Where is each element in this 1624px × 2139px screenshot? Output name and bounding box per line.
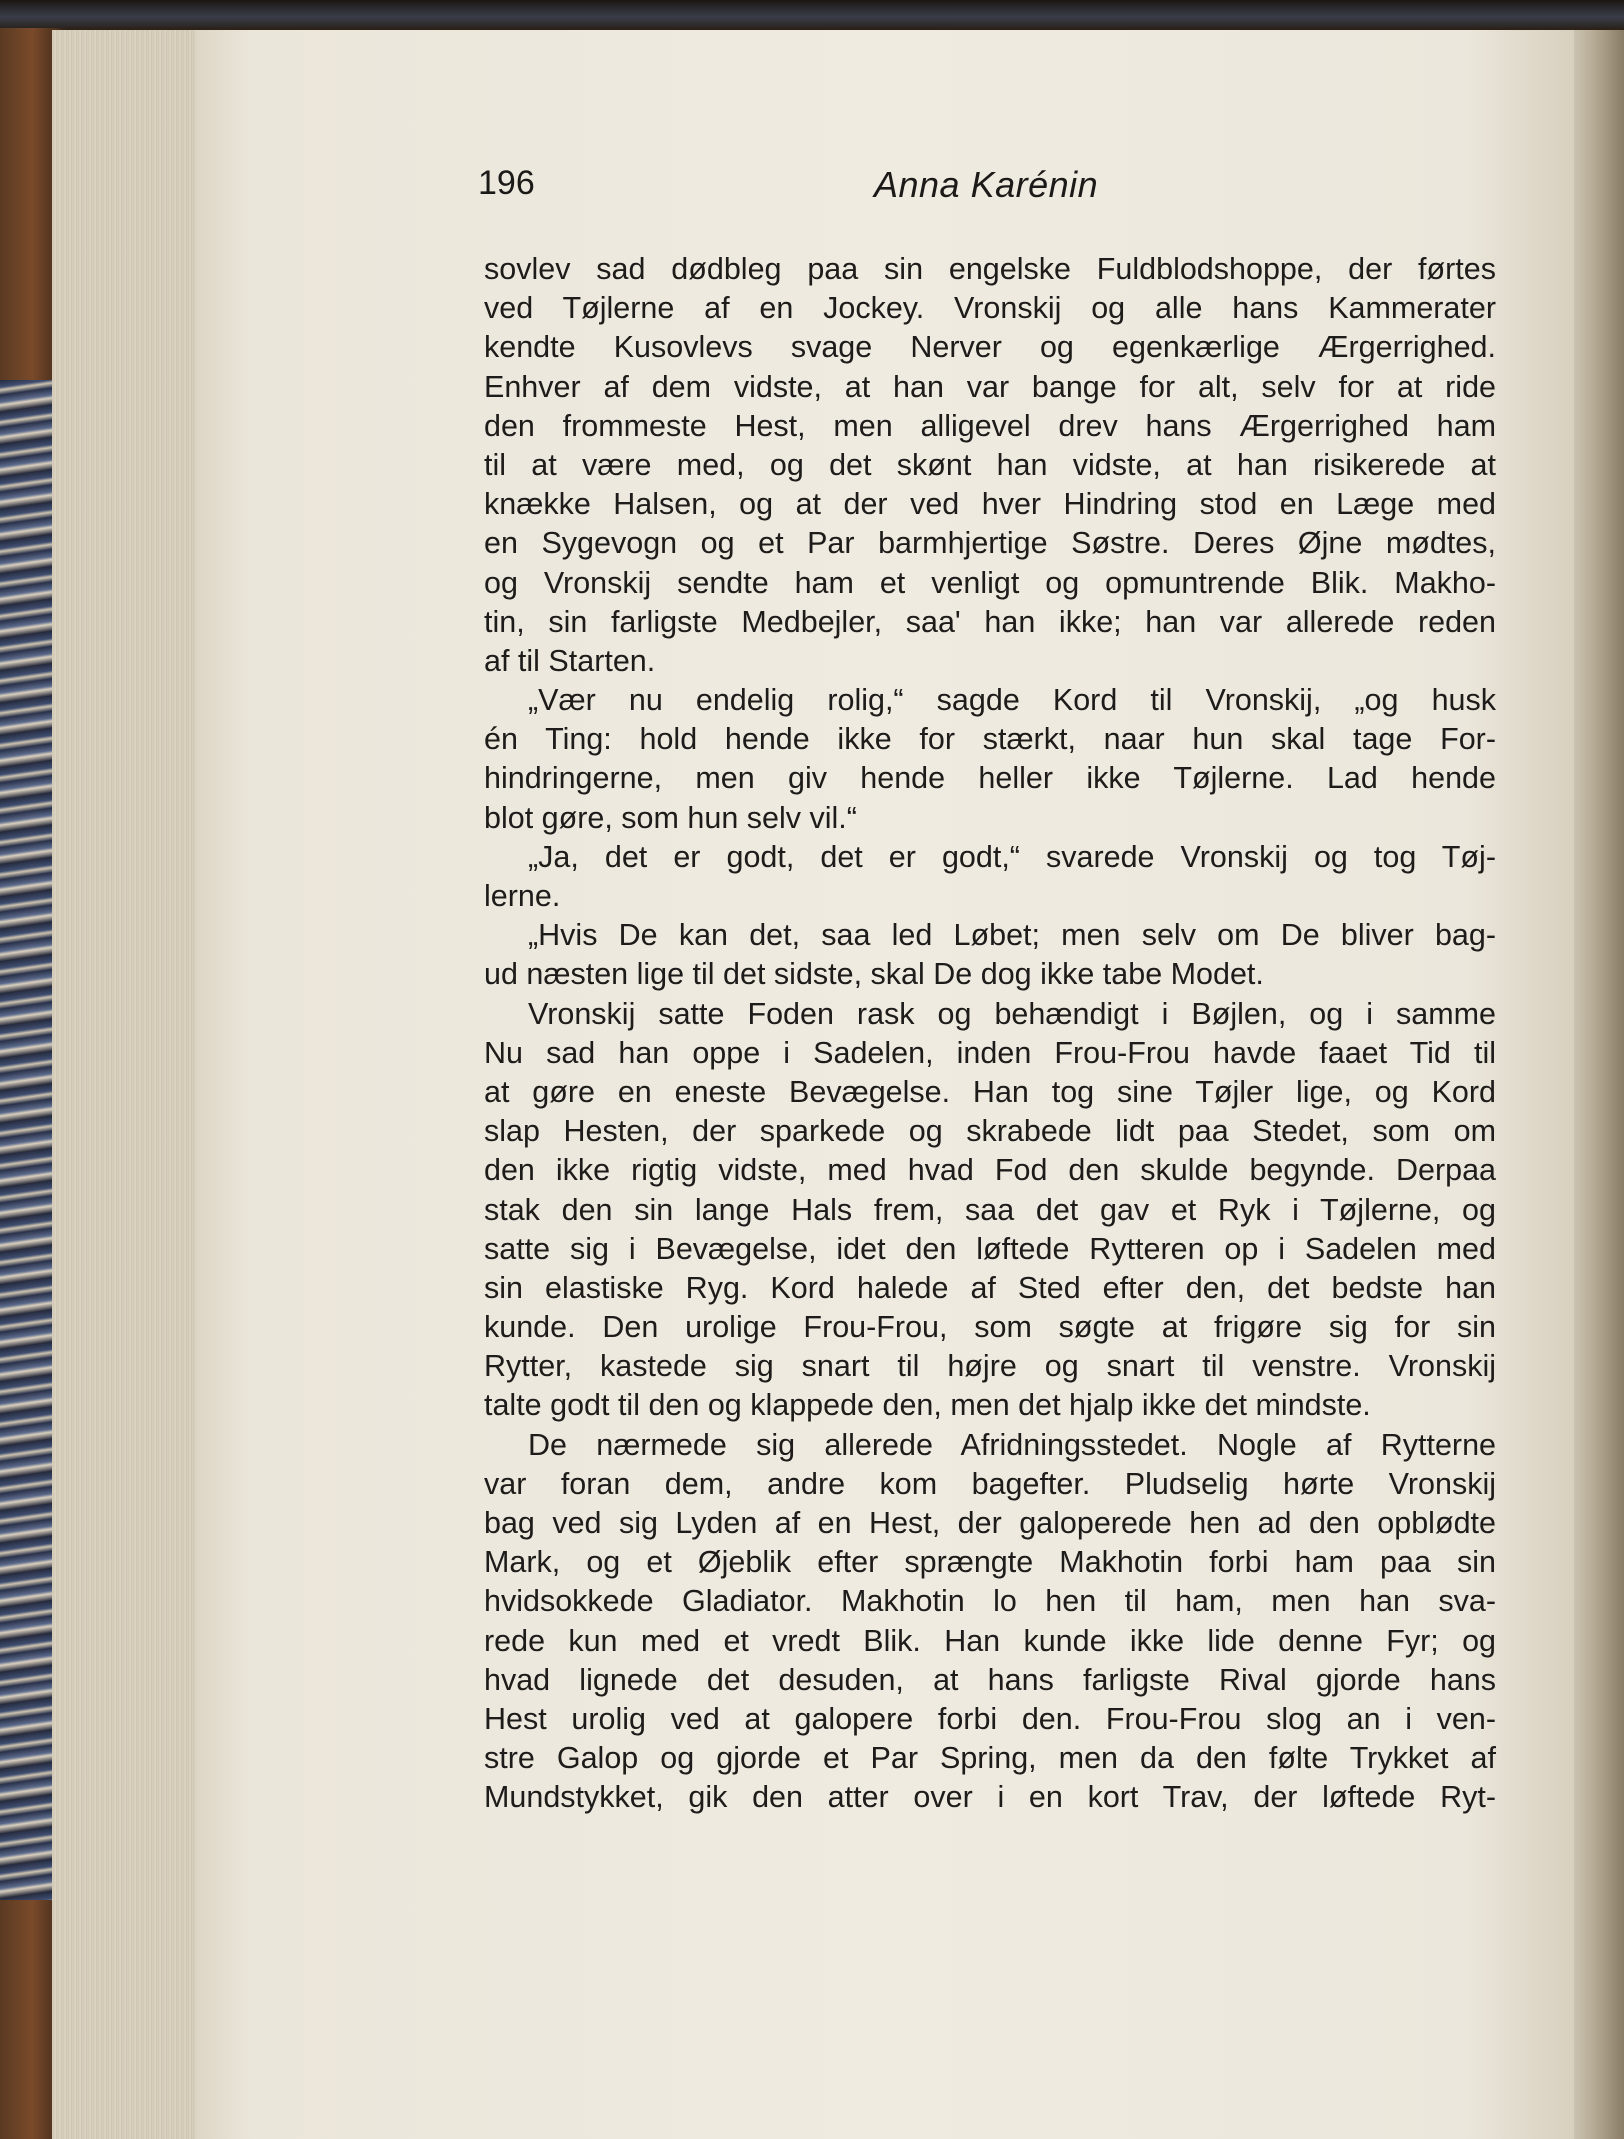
text-line: at gøre en eneste Bevægelse. Han tog sine Tøjler lige, og Kord	[484, 1074, 1496, 1109]
text-line: satte sig i Bevægelse, idet den løftede Rytteren op i Sadelen med	[484, 1231, 1496, 1266]
text-line: af til Starten.	[484, 643, 656, 678]
text-line: stre Galop og gjorde et Par Spring, men da den følte Trykket af	[484, 1741, 1496, 1776]
text-line: Mundstykket, gik den atter over i en kort Trav, der løftede Ryt-	[484, 1780, 1496, 1815]
text-line: „Vær nu endelig rolig,“ sagde Kord til Vronskij, „og husk	[528, 683, 1496, 718]
page-gutter	[1574, 30, 1624, 2139]
text-line: slap Hesten, der sparkede og skrabede lidt paa Stedet, som om	[484, 1114, 1496, 1149]
text-line: „Hvis De kan det, saa led Løbet; men selv om De bliver bag-	[528, 918, 1496, 953]
text-line: hvidsokkede Gladiator. Makhotin lo hen til ham, men han sva-	[484, 1584, 1496, 1619]
text-line: kunde. Den urolige Frou-Frou, som søgte at frigøre sig for sin	[484, 1310, 1496, 1345]
text-line: ved Tøjlerne af en Jockey. Vronskij og alle hans Kammerater	[484, 291, 1496, 326]
text-line: knække Halsen, og at der ved hver Hindring stod en Læge med	[484, 487, 1496, 522]
text-line: stak den sin lange Hals frem, saa det gav et Ryk i Tøjlerne, og	[484, 1192, 1496, 1227]
page-number: 196	[478, 164, 535, 202]
page-header	[478, 164, 1496, 214]
body-text	[484, 250, 1496, 1818]
text-line: til at være med, og det skønt han vidste, at han risikerede at	[484, 447, 1496, 482]
text-line: rede kun med et vredt Blik. Han kunde ikke lide denne Fyr; og	[484, 1623, 1496, 1658]
text-line: var foran dem, andre kom bagefter. Pludselig hørte Vronskij	[484, 1466, 1496, 1501]
text-line: talte godt til den og klappede den, men det hjalp ikke det mindste.	[484, 1388, 1371, 1423]
book-top-edge	[0, 0, 1624, 28]
text-line: Nu sad han oppe i Sadelen, inden Frou-Frou havde faaet Tid til	[484, 1035, 1496, 1070]
text-line: og Vronskij sendte ham et venligt og opmuntrende Blik. Makho-	[484, 565, 1496, 600]
text-line: kendte Kusovlevs svage Nerver og egenkærlige Ærgerrighed.	[484, 330, 1496, 365]
text-line: bag ved sig Lyden af en Hest, der galoperede hen ad den opblødte	[484, 1506, 1496, 1540]
text-line: Vronskij satte Foden rask og behændigt i Bøjlen, og i samme	[528, 996, 1496, 1031]
text-line: én Ting: hold hende ikke for stærkt, naar hun skal tage For-	[484, 722, 1496, 757]
text-line: sovlev sad dødbleg paa sin engelske Fuldblodshoppe, der førtes	[484, 252, 1496, 286]
text-line: hvad lignede det desuden, at hans farligste Rival gjorde hans	[484, 1662, 1496, 1697]
text-line: lerne.	[484, 879, 561, 913]
text-line: Enhver af dem vidste, at han var bange for alt, selv for at ride	[484, 369, 1496, 404]
text-line: Hest urolig ved at galopere forbi den. Frou-Frou slog an i ven-	[484, 1701, 1496, 1736]
page-edges	[52, 30, 198, 2139]
text-line: tin, sin farligste Medbejler, saa' han ikke; han var allerede reden	[484, 604, 1496, 639]
text-line: den ikke rigtig vidste, med hvad Fod den skulde begynde. Derpaa	[484, 1153, 1496, 1188]
text-line: De nærmede sig allerede Afridningsstedet. Nogle af Rytterne	[528, 1427, 1496, 1462]
text-line: hindringerne, men giv hende heller ikke Tøjlerne. Lad hende	[484, 761, 1496, 796]
text-line: den frommeste Hest, men alligevel drev hans Ærgerrighed ham	[484, 408, 1496, 443]
text-line: ud næsten lige til det sidste, skal De dog ikke tabe Modet.	[484, 957, 1264, 992]
text-line: en Sygevogn og et Par barmhjertige Søstre. Deres Øjne mødtes,	[484, 526, 1496, 561]
text-line: sin elastiske Ryg. Kord halede af Sted efter den, det bedste han	[484, 1270, 1496, 1305]
marbled-cover-edge	[0, 380, 52, 1900]
text-line: „Ja, det er godt, det er godt,“ svarede Vronskij og tog Tøj-	[528, 839, 1496, 874]
running-title: Anna Karénin	[874, 164, 1099, 205]
text-line: Mark, og et Øjeblik efter sprængte Makhotin forbi ham paa sin	[484, 1545, 1496, 1580]
text-line: blot gøre, som hun selv vil.“	[484, 800, 857, 835]
text-line: Rytter, kastede sig snart til højre og snart til venstre. Vronskij	[484, 1349, 1496, 1384]
